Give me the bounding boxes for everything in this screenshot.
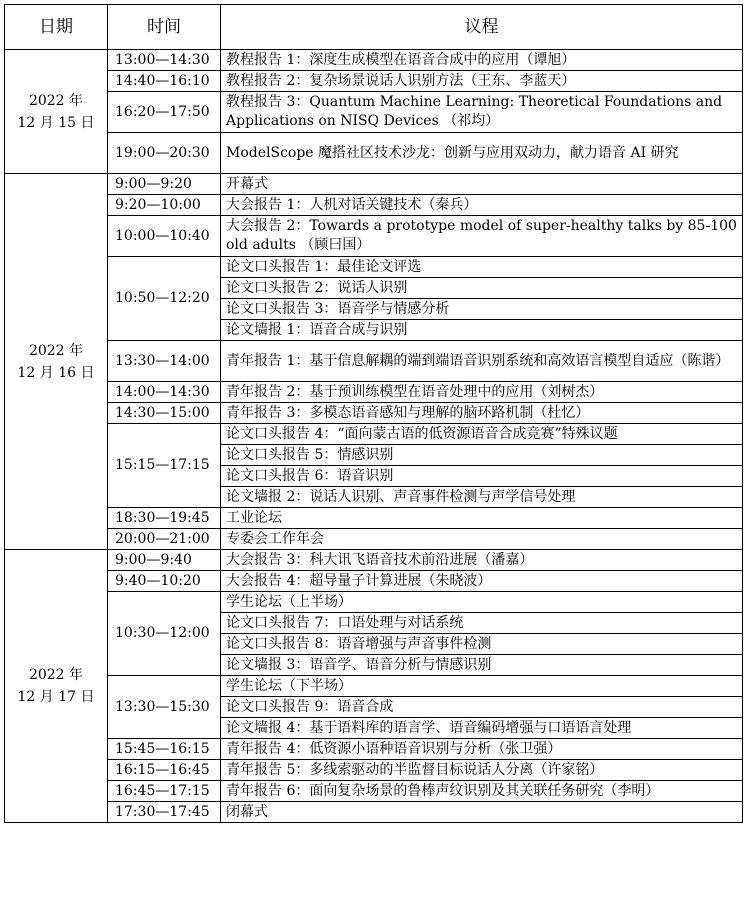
agenda-item: 闭幕式 [221, 802, 743, 823]
agenda-item: 大会报告 2：Towards a prototype model of super-healthy talks by 85-100 old adults （顾曰国） [221, 216, 743, 257]
header-row [5, 5, 743, 50]
table-row [5, 739, 743, 760]
table-row [5, 174, 743, 195]
agenda-item: 青年报告 3：多模态语音感知与理解的脑环路机制（杜忆） [221, 403, 743, 424]
agenda-item: 青年报告 1：基于信息解耦的端到端语音识别系统和高效语言模型自适应（陈谐） [221, 341, 743, 382]
agenda-item: 论文口头报告 1：最佳论文评选 [221, 257, 743, 278]
time-cell: 14:30—15:00 [108, 403, 221, 424]
agenda-item: 论文墙报 3：语音学、语音分析与情感识别 [221, 655, 743, 676]
table-row [5, 257, 743, 278]
agenda-item: ModelScope 魔搭社区技术沙龙：创新与应用双动力，献力语音 AI 研究 [221, 133, 743, 174]
table-row [5, 403, 743, 424]
table-row [5, 382, 743, 403]
time-cell: 16:15—16:45 [108, 760, 221, 781]
time-cell: 15:15—17:15 [108, 424, 221, 508]
agenda-item: 教程报告 1：深度生成模型在语音合成中的应用（谭旭） [221, 50, 743, 71]
agenda-item: 论文口头报告 2：说话人识别 [221, 278, 743, 299]
table-row [5, 133, 743, 174]
table-row [5, 50, 743, 71]
agenda-table [4, 4, 743, 823]
time-cell: 13:00—14:30 [108, 50, 221, 71]
time-cell: 9:40—10:20 [108, 571, 221, 592]
table-row [5, 550, 743, 571]
time-cell: 9:00—9:40 [108, 550, 221, 571]
agenda-item: 论文墙报 2：说话人识别、声音事件检测与声学信号处理 [221, 487, 743, 508]
time-cell: 16:45—17:15 [108, 781, 221, 802]
agenda-item: 大会报告 1：人机对话关键技术（秦兵） [221, 195, 743, 216]
agenda-item: 大会报告 3：科大讯飞语音技术前沿进展（潘嘉） [221, 550, 743, 571]
header-date: 日期 [5, 5, 108, 50]
table-row [5, 92, 743, 133]
table-row [5, 508, 743, 529]
table-row [5, 571, 743, 592]
agenda-item: 开幕式 [221, 174, 743, 195]
agenda-item: 青年报告 6：面向复杂场景的鲁棒声纹识别及其关联任务研究（李明） [221, 781, 743, 802]
time-cell: 9:00—9:20 [108, 174, 221, 195]
agenda-item: 学生论坛（上半场） [221, 592, 743, 613]
time-cell: 15:45—16:15 [108, 739, 221, 760]
agenda-item: 论文口头报告 5：情感识别 [221, 445, 743, 466]
agenda-item: 工业论坛 [221, 508, 743, 529]
agenda-item: 论文口头报告 6：语音识别 [221, 466, 743, 487]
agenda-item: 大会报告 4：超导量子计算进展（朱晓波） [221, 571, 743, 592]
agenda-item: 论文墙报 1：语音合成与识别 [221, 320, 743, 341]
agenda-item: 青年报告 5：多线索驱动的半监督目标说话人分离（许家铭） [221, 760, 743, 781]
table-row [5, 592, 743, 613]
agenda-item: 青年报告 4：低资源小语种语音识别与分析（张卫强） [221, 739, 743, 760]
table-row [5, 802, 743, 823]
table-row [5, 216, 743, 257]
time-cell: 17:30—17:45 [108, 802, 221, 823]
agenda-item: 论文口头报告 7：口语处理与对话系统 [221, 613, 743, 634]
date-cell: 2022 年 12 月 16 日 [5, 174, 108, 550]
table-row [5, 676, 743, 697]
table-row [5, 781, 743, 802]
table-row [5, 341, 743, 382]
agenda-item: 青年报告 2：基于预训练模型在语音处理中的应用（刘树杰） [221, 382, 743, 403]
table-row [5, 71, 743, 92]
time-cell: 13:30—14:00 [108, 341, 221, 382]
time-cell: 10:00—10:40 [108, 216, 221, 257]
agenda-item: 专委会工作年会 [221, 529, 743, 550]
header-agenda: 议程 [221, 5, 743, 50]
agenda-item: 论文口头报告 4：“面向蒙古语的低资源语音合成竞赛”特殊议题 [221, 424, 743, 445]
time-cell: 10:30—12:00 [108, 592, 221, 676]
agenda-item: 教程报告 3：Quantum Machine Learning: Theoretical Foundations and Applications on NISQ Devices （祁均） [221, 92, 743, 133]
time-cell: 18:30—19:45 [108, 508, 221, 529]
time-cell: 19:00—20:30 [108, 133, 221, 174]
table-row [5, 529, 743, 550]
date-cell: 2022 年 12 月 15 日 [5, 50, 108, 174]
time-cell: 13:30—15:30 [108, 676, 221, 739]
agenda-item: 论文口头报告 8：语音增强与声音事件检测 [221, 634, 743, 655]
table-row [5, 760, 743, 781]
time-cell: 16:20—17:50 [108, 92, 221, 133]
time-cell: 14:40—16:10 [108, 71, 221, 92]
agenda-item: 论文口头报告 3：语音学与情感分析 [221, 299, 743, 320]
table-row [5, 195, 743, 216]
date-cell: 2022 年 12 月 17 日 [5, 550, 108, 823]
agenda-item: 教程报告 2：复杂场景说话人识别方法（王东、李蓝天） [221, 71, 743, 92]
table-row [5, 424, 743, 445]
time-cell: 20:00—21:00 [108, 529, 221, 550]
header-time: 时间 [108, 5, 221, 50]
agenda-item: 论文口头报告 9：语音合成 [221, 697, 743, 718]
time-cell: 9:20—10:00 [108, 195, 221, 216]
time-cell: 14:00—14:30 [108, 382, 221, 403]
time-cell: 10:50—12:20 [108, 257, 221, 341]
agenda-item: 论文墙报 4：基于语料库的语言学、语音编码增强与口语语言处理 [221, 718, 743, 739]
agenda-item: 学生论坛（下半场） [221, 676, 743, 697]
agenda-body [5, 50, 743, 823]
